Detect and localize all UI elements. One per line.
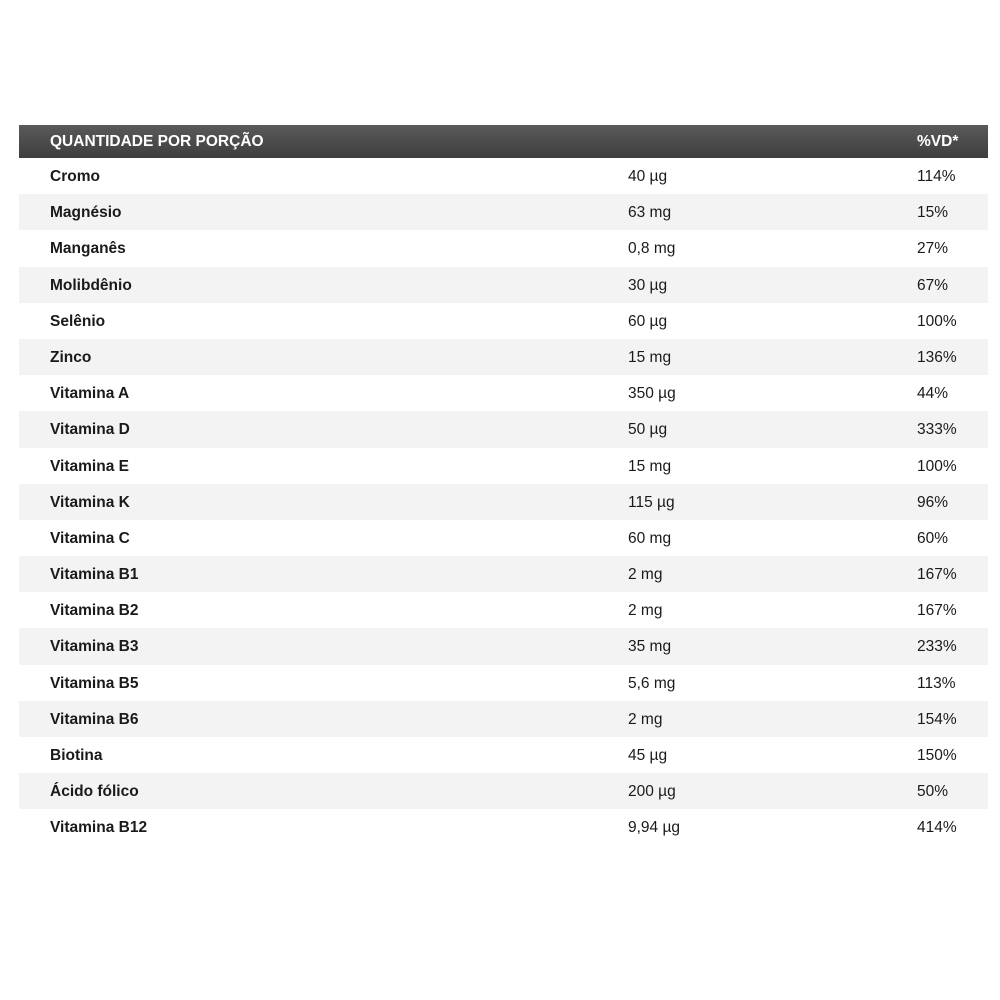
nutrient-name: Vitamina K [50, 493, 130, 511]
nutrient-vd: 44% [917, 385, 949, 403]
nutrient-name: Vitamina B12 [50, 819, 148, 837]
nutrient-vd: 114% [917, 168, 956, 185]
nutrient-amount: 15 mg [628, 457, 672, 475]
table-row [19, 484, 988, 520]
nutrient-vd: 50% [917, 783, 949, 801]
nutrient-vd: 100% [917, 312, 957, 330]
nutrient-amount: 40 µg [628, 168, 668, 185]
table-row [19, 230, 988, 266]
nutrient-amount: 45 µg [628, 747, 668, 764]
table-row [19, 448, 988, 484]
nutrient-vd: 27% [917, 240, 949, 258]
header-label: QUANTIDADE POR PORÇÃO [50, 133, 264, 150]
nutrient-name: Biotina [50, 747, 103, 764]
table-row [19, 520, 988, 556]
nutrient-vd: 414% [917, 819, 957, 837]
nutrient-amount: 15 mg [628, 348, 672, 366]
table-row [19, 411, 988, 447]
table-row [19, 665, 988, 701]
nutrient-name: Zinco [50, 348, 92, 366]
nutrient-name: Manganês [50, 240, 126, 258]
table-row [19, 737, 988, 773]
nutrient-vd: 150% [917, 747, 957, 764]
nutrient-vd: 136% [917, 348, 957, 366]
nutrient-name: Molibdênio [50, 276, 132, 294]
nutrient-amount: 63 mg [628, 204, 672, 222]
nutrient-amount: 2 mg [628, 602, 663, 620]
nutrient-name: Ácido fólico [50, 783, 139, 801]
table-row [19, 773, 988, 809]
nutrient-amount: 2 mg [628, 566, 663, 584]
table-row [19, 339, 988, 375]
table-header [19, 125, 988, 158]
nutrient-vd: 233% [917, 638, 957, 656]
nutrient-vd: 154% [917, 710, 957, 728]
nutrient-vd: 100% [917, 457, 957, 475]
nutrient-amount: 60 mg [628, 529, 672, 547]
nutrient-vd: 167% [917, 602, 957, 620]
nutrient-amount: 35 mg [628, 638, 672, 656]
nutrient-vd: 167% [917, 566, 957, 584]
nutrient-amount: 115 µg [628, 493, 675, 511]
table-row [19, 628, 988, 664]
header-vd-label: %VD* [917, 133, 959, 150]
nutrient-amount: 50 µg [628, 421, 668, 439]
nutrient-amount: 5,6 mg [628, 674, 676, 692]
table-row [19, 556, 988, 592]
nutrient-amount: 350 µg [628, 385, 676, 403]
nutrient-amount: 30 µg [628, 276, 668, 294]
nutrition-table [19, 125, 988, 846]
nutrient-vd: 113% [917, 674, 956, 692]
nutrient-vd: 15% [917, 204, 949, 222]
nutrient-vd: 96% [917, 493, 949, 511]
table-row [19, 592, 988, 628]
nutrient-name: Vitamina B2 [50, 602, 139, 620]
nutrient-amount: 2 mg [628, 710, 663, 728]
nutrient-name: Vitamina D [50, 421, 130, 439]
nutrient-amount: 60 µg [628, 312, 668, 330]
nutrient-name: Magnésio [50, 204, 122, 222]
nutrient-name: Vitamina B6 [50, 710, 139, 728]
table-row [19, 809, 988, 845]
nutrient-vd: 60% [917, 529, 949, 547]
nutrient-name: Cromo [50, 168, 100, 185]
nutrient-amount: 0,8 mg [628, 240, 676, 258]
nutrient-name: Vitamina E [50, 457, 129, 475]
table-row [19, 194, 988, 230]
table-row [19, 158, 988, 194]
table-row [19, 375, 988, 411]
nutrient-name: Selênio [50, 312, 106, 330]
nutrient-vd: 333% [917, 421, 957, 439]
table-row [19, 303, 988, 339]
nutrient-name: Vitamina B1 [50, 566, 139, 584]
nutrient-amount: 200 µg [628, 783, 676, 801]
nutrient-name: Vitamina B5 [50, 674, 139, 692]
nutrient-name: Vitamina C [50, 529, 130, 547]
nutrient-amount: 9,94 µg [628, 819, 681, 837]
nutrient-name: Vitamina A [50, 385, 130, 403]
nutrient-name: Vitamina B3 [50, 638, 139, 656]
table-row [19, 701, 988, 737]
nutrient-vd: 67% [917, 276, 949, 294]
table-row [19, 267, 988, 303]
table-body [19, 158, 988, 846]
